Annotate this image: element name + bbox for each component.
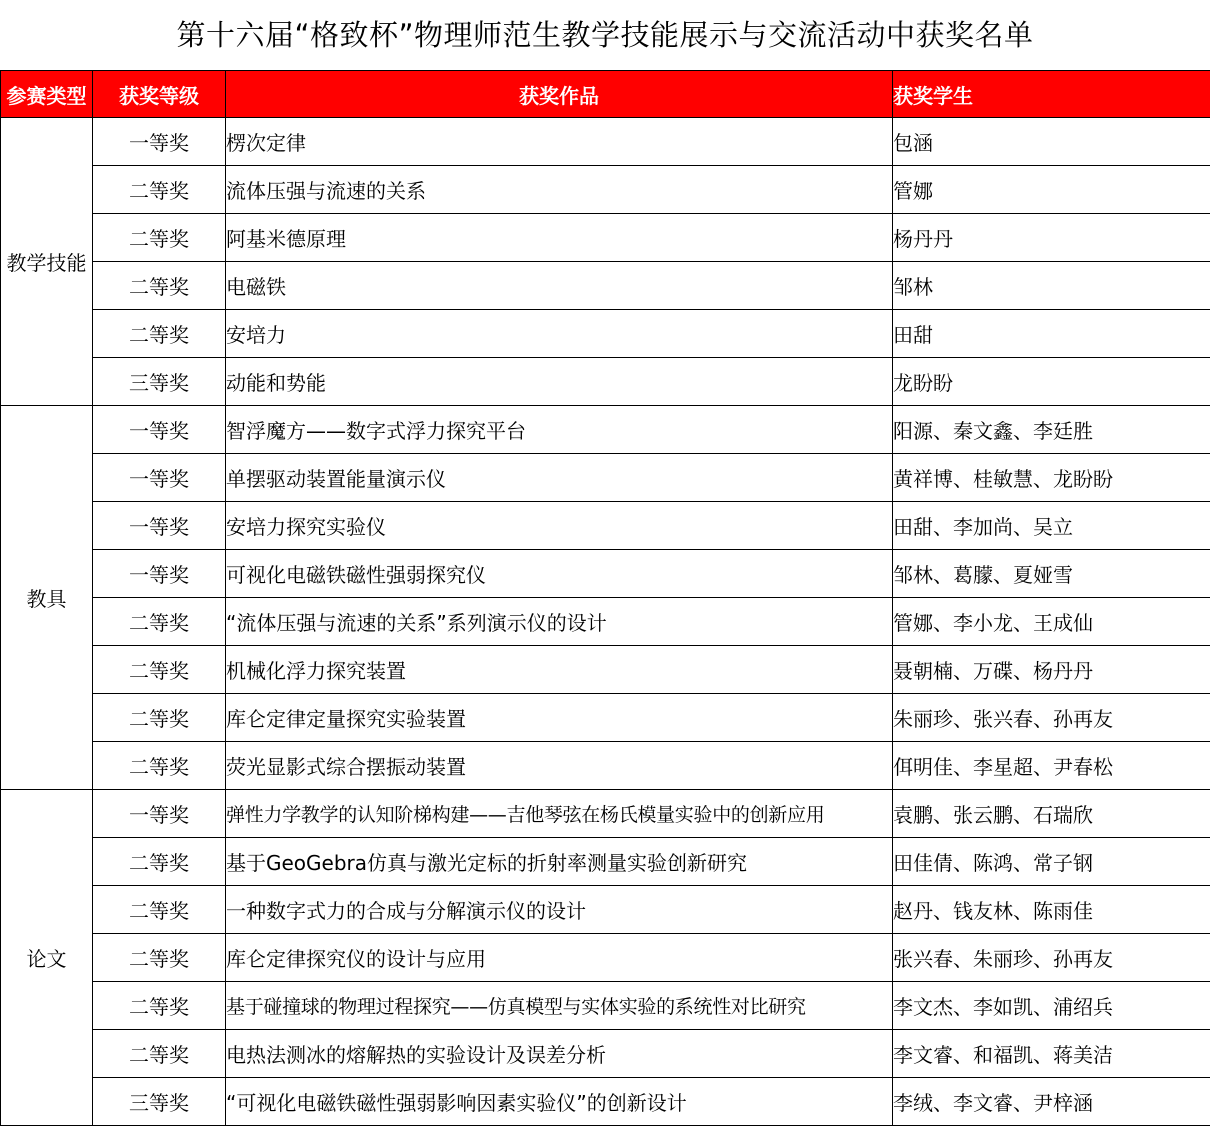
award-work-cell: 智浮魔方——数字式浮力探究平台 xyxy=(226,406,893,454)
award-level-cell: 二等奖 xyxy=(93,694,226,742)
award-work-cell: 楞次定律 xyxy=(226,118,893,166)
table-row xyxy=(1,598,1210,646)
award-level-cell: 一等奖 xyxy=(93,502,226,550)
award-work-cell: 基于GeoGebra仿真与激光定标的折射率测量实验创新研究 xyxy=(226,838,893,886)
table-row xyxy=(1,550,1210,598)
table-row xyxy=(1,118,1210,166)
award-level-cell: 二等奖 xyxy=(93,934,226,982)
award-level-cell: 二等奖 xyxy=(93,310,226,358)
award-work-cell: 荧光显影式综合摆振动装置 xyxy=(226,742,893,790)
award-students-cell: 赵丹、钱友林、陈雨佳 xyxy=(893,886,1210,934)
award-work-cell: 电磁铁 xyxy=(226,262,893,310)
award-students-cell: 李文杰、李如凯、浦绍兵 xyxy=(893,982,1210,1030)
award-students-cell: 邹林 xyxy=(893,262,1210,310)
table-row xyxy=(1,790,1210,838)
award-students-cell: 聂朝楠、万碟、杨丹丹 xyxy=(893,646,1210,694)
award-work-cell: 电热法测冰的熔解热的实验设计及误差分析 xyxy=(226,1030,893,1078)
table-row xyxy=(1,982,1210,1030)
award-students-cell: 田甜、李加尚、吴立 xyxy=(893,502,1210,550)
table-row xyxy=(1,406,1210,454)
award-students-cell: 田甜 xyxy=(893,310,1210,358)
table-row xyxy=(1,262,1210,310)
award-work-cell: 安培力 xyxy=(226,310,893,358)
page-title: 第十六届“格致杯”物理师范生教学技能展示与交流活动中获奖名单 xyxy=(176,18,1034,52)
award-work-cell: 安培力探究实验仪 xyxy=(226,502,893,550)
award-students-cell: 邹林、葛朦、夏娅雪 xyxy=(893,550,1210,598)
award-work-cell: 一种数字式力的合成与分解演示仪的设计 xyxy=(226,886,893,934)
award-work-cell: 可视化电磁铁磁性强弱探究仪 xyxy=(226,550,893,598)
table-row xyxy=(1,886,1210,934)
table-row xyxy=(1,742,1210,790)
award-students-cell: 朱丽珍、张兴春、孙再友 xyxy=(893,694,1210,742)
award-level-cell: 二等奖 xyxy=(93,742,226,790)
category-cell: 教具 xyxy=(1,406,93,790)
award-level-cell: 二等奖 xyxy=(93,598,226,646)
award-work-cell: 阿基米德原理 xyxy=(226,214,893,262)
award-level-cell: 二等奖 xyxy=(93,646,226,694)
award-work-cell: 弹性力学教学的认知阶梯构建——吉他琴弦在杨氏模量实验中的创新应用 xyxy=(226,790,893,838)
award-level-cell: 二等奖 xyxy=(93,886,226,934)
category-cell: 论文 xyxy=(1,790,93,1126)
award-students-cell: 袁鹏、张云鹏、石瑞欣 xyxy=(893,790,1210,838)
table-row xyxy=(1,694,1210,742)
table-header xyxy=(1,71,1210,118)
award-work-cell: 库仑定律探究仪的设计与应用 xyxy=(226,934,893,982)
award-work-cell: “流体压强与流速的关系”系列演示仪的设计 xyxy=(226,598,893,646)
award-level-cell: 一等奖 xyxy=(93,454,226,502)
award-level-cell: 二等奖 xyxy=(93,838,226,886)
table-row xyxy=(1,358,1210,406)
award-students-cell: 龙盼盼 xyxy=(893,358,1210,406)
table-row xyxy=(1,838,1210,886)
award-level-cell: 二等奖 xyxy=(93,982,226,1030)
table-row xyxy=(1,166,1210,214)
header-row xyxy=(1,71,1210,118)
award-level-cell: 三等奖 xyxy=(93,1078,226,1126)
award-work-cell: “可视化电磁铁磁性强弱影响因素实验仪”的创新设计 xyxy=(226,1078,893,1126)
table-row xyxy=(1,214,1210,262)
header-students: 获奖学生 xyxy=(893,71,1210,118)
table-row xyxy=(1,454,1210,502)
award-level-cell: 二等奖 xyxy=(93,166,226,214)
table-row xyxy=(1,934,1210,982)
award-students-cell: 李文睿、和福凯、蒋美洁 xyxy=(893,1030,1210,1078)
award-students-cell: 管娜、李小龙、王成仙 xyxy=(893,598,1210,646)
award-work-cell: 机械化浮力探究装置 xyxy=(226,646,893,694)
award-level-cell: 二等奖 xyxy=(93,262,226,310)
award-work-cell: 单摆驱动装置能量演示仪 xyxy=(226,454,893,502)
table-row xyxy=(1,310,1210,358)
header-level: 获奖等级 xyxy=(93,71,226,118)
award-work-cell: 动能和势能 xyxy=(226,358,893,406)
award-students-cell: 李绒、李文睿、尹梓涵 xyxy=(893,1078,1210,1126)
award-level-cell: 二等奖 xyxy=(93,214,226,262)
award-level-cell: 一等奖 xyxy=(93,550,226,598)
award-level-cell: 二等奖 xyxy=(93,1030,226,1078)
award-level-cell: 一等奖 xyxy=(93,118,226,166)
award-students-cell: 佴明佳、李星超、尹春松 xyxy=(893,742,1210,790)
award-students-cell: 阳源、秦文鑫、李廷胜 xyxy=(893,406,1210,454)
award-students-cell: 杨丹丹 xyxy=(893,214,1210,262)
award-work-cell: 基于碰撞球的物理过程探究——仿真模型与实体实验的系统性对比研究 xyxy=(226,982,893,1030)
header-work: 获奖作品 xyxy=(226,71,893,118)
award-students-cell: 田佳倩、陈鸿、常子钢 xyxy=(893,838,1210,886)
awards-table xyxy=(0,70,1210,1126)
award-level-cell: 一等奖 xyxy=(93,790,226,838)
award-work-cell: 库仑定律定量探究实验装置 xyxy=(226,694,893,742)
category-cell: 教学技能 xyxy=(1,118,93,406)
award-students-cell: 包涵 xyxy=(893,118,1210,166)
table-row xyxy=(1,646,1210,694)
table-row xyxy=(1,1030,1210,1078)
award-level-cell: 三等奖 xyxy=(93,358,226,406)
table-body xyxy=(1,118,1210,1126)
award-students-cell: 张兴春、朱丽珍、孙再友 xyxy=(893,934,1210,982)
header-category: 参赛类型 xyxy=(1,71,93,118)
award-students-cell: 黄祥博、桂敏慧、龙盼盼 xyxy=(893,454,1210,502)
award-students-cell: 管娜 xyxy=(893,166,1210,214)
award-level-cell: 一等奖 xyxy=(93,406,226,454)
table-row xyxy=(1,1078,1210,1126)
table-row xyxy=(1,502,1210,550)
award-work-cell: 流体压强与流速的关系 xyxy=(226,166,893,214)
